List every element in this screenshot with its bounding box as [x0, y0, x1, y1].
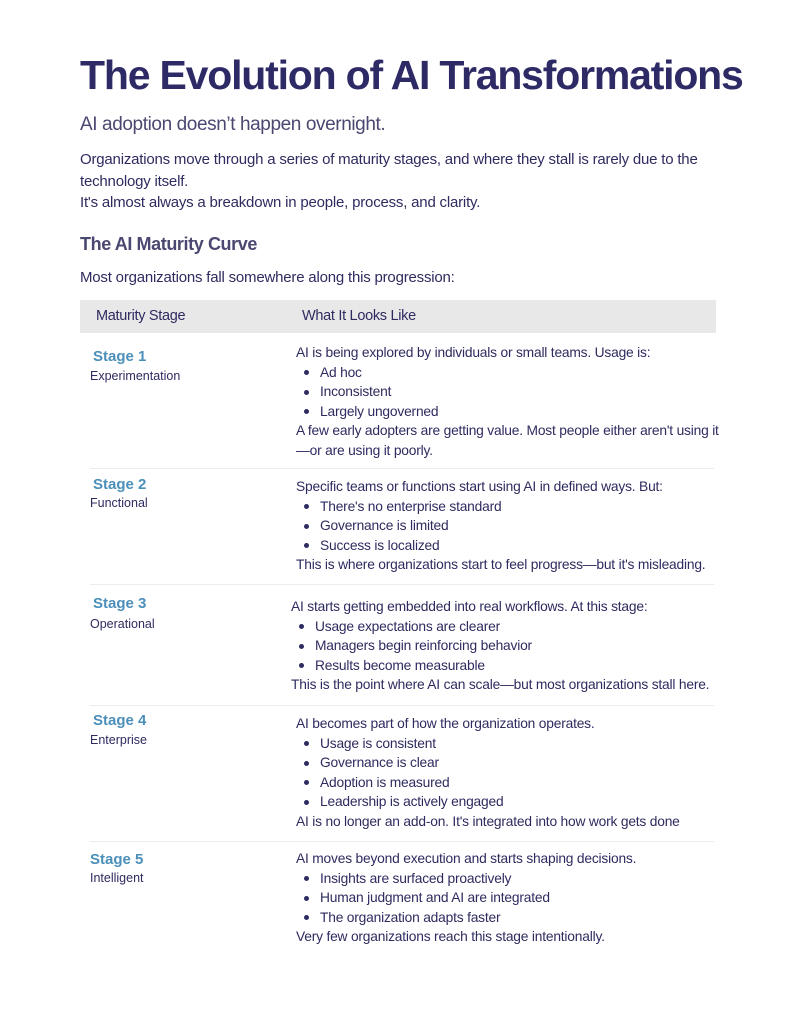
- table-row: [90, 340, 719, 466]
- list-item: [296, 382, 726, 402]
- list-item: [296, 536, 726, 556]
- stage-description: [296, 849, 726, 947]
- description-intro: AI is being explored by individuals or small teams. Usage is:: [296, 345, 651, 360]
- list-item-text: Results become measurable: [315, 657, 485, 673]
- row-divider: [90, 841, 714, 842]
- list-item-text: Governance is clear: [320, 755, 439, 770]
- list-item: [296, 402, 726, 422]
- intro-line-1: Organizations move through a series of maturity stages, and where they stall is rarely due to the technology itself.: [80, 151, 698, 190]
- stage-description: [296, 477, 726, 575]
- table-header: [80, 300, 716, 333]
- list-item-text: There's no enterprise standard: [320, 498, 502, 514]
- list-item-text: Leadership is actively engaged: [320, 794, 504, 809]
- bullet-icon: [304, 409, 309, 414]
- description-intro: Specific teams or functions start using AI in defined ways. But:: [296, 479, 663, 494]
- stage-number: Stage 3: [93, 595, 147, 612]
- list-item-text: Adoption is measured: [320, 774, 450, 790]
- intro-line-2: It's almost always a breakdown in people, process, and clarity.: [80, 194, 481, 211]
- bullet-icon: [304, 741, 309, 746]
- list-item: [296, 753, 726, 773]
- row-divider: [90, 468, 714, 469]
- stage-number: Stage 2: [93, 476, 147, 493]
- description-bullets: [291, 617, 721, 676]
- page-subtitle: AI adoption doesn’t happen overnight.: [80, 114, 386, 135]
- list-item-text: Managers begin reinforcing behavior: [315, 638, 532, 653]
- description-bullets: [296, 497, 726, 556]
- stage-number: Stage 1: [93, 348, 147, 365]
- stage-name: Intelligent: [90, 871, 144, 885]
- list-item-text: Ad hoc: [320, 364, 362, 380]
- description-outro: Very few organizations reach this stage intentionally.: [296, 929, 605, 944]
- stage-name: Experimentation: [90, 369, 181, 383]
- table-row: [90, 849, 716, 959]
- bullet-icon: [304, 390, 309, 395]
- bullet-icon: [304, 780, 309, 785]
- stage-number: Stage 4: [93, 712, 147, 729]
- list-item-text: Usage expectations are clearer: [315, 618, 500, 634]
- stage-description: [296, 714, 726, 831]
- list-item-text: Inconsistent: [320, 384, 392, 399]
- list-item: [296, 869, 726, 889]
- description-intro: AI starts getting embedded into real workflows. At this stage:: [291, 599, 648, 614]
- bullet-icon: [304, 896, 309, 901]
- bullet-icon: [304, 370, 309, 375]
- bullet-icon: [299, 663, 304, 668]
- description-outro: This is the point where AI can scale—but most organizations stall here.: [291, 677, 710, 692]
- description-outro: AI is no longer an add-on. It's integrated into how work gets done: [296, 813, 680, 829]
- bullet-icon: [299, 624, 304, 629]
- intro-text: [80, 149, 716, 214]
- list-item-text: Human judgment and AI are integrated: [320, 890, 550, 905]
- description-outro: A few early adopters are getting value. Most people either aren't using it—or are using it poorly.: [296, 423, 719, 458]
- row-divider: [90, 584, 714, 585]
- section-lead: Most organizations fall somewhere along this progression:: [80, 269, 455, 286]
- list-item: [296, 908, 726, 928]
- header-maturity-stage: Maturity Stage: [96, 308, 186, 324]
- bullet-icon: [304, 876, 309, 881]
- list-item-text: Usage is consistent: [320, 735, 436, 751]
- description-bullets: [296, 363, 726, 422]
- list-item: [296, 888, 726, 908]
- stage-name: Operational: [90, 617, 155, 631]
- bullet-icon: [304, 761, 309, 766]
- list-item: [296, 516, 726, 536]
- list-item-text: Governance is limited: [320, 518, 449, 533]
- bullet-icon: [304, 915, 309, 920]
- list-item-text: The organization adapts faster: [320, 909, 501, 925]
- table-row: [90, 475, 716, 583]
- list-item: [296, 497, 726, 517]
- list-item: [296, 734, 726, 754]
- stage-name: Functional: [90, 496, 148, 510]
- description-outro: This is where organizations start to feel progress—but it's misleading.: [296, 557, 706, 572]
- row-divider: [90, 705, 714, 706]
- description-bullets: [296, 734, 726, 812]
- list-item: [296, 773, 726, 793]
- stage-number: Stage 5: [90, 851, 144, 868]
- bullet-icon: [304, 800, 309, 805]
- list-item: [291, 656, 721, 676]
- description-intro: AI moves beyond execution and starts shaping decisions.: [296, 851, 637, 866]
- table-row: [90, 711, 716, 839]
- list-item: [296, 792, 726, 812]
- bullet-icon: [299, 644, 304, 649]
- description-bullets: [296, 869, 726, 928]
- page-title: The Evolution of AI Transformations: [80, 52, 743, 98]
- section-heading: The AI Maturity Curve: [80, 234, 257, 254]
- list-item-text: Largely ungoverned: [320, 403, 439, 419]
- list-item-text: Insights are surfaced proactively: [320, 870, 512, 886]
- list-item: [296, 363, 726, 383]
- description-intro: AI becomes part of how the organization operates.: [296, 716, 595, 731]
- header-what-it-looks-like: What It Looks Like: [302, 308, 416, 324]
- bullet-icon: [304, 543, 309, 548]
- list-item-text: Success is localized: [320, 537, 440, 553]
- bullet-icon: [304, 524, 309, 529]
- bullet-icon: [304, 504, 309, 509]
- list-item: [291, 617, 721, 637]
- stage-description: [296, 343, 726, 460]
- table-row: [90, 592, 716, 702]
- stage-name: Enterprise: [90, 733, 147, 747]
- stage-description: [291, 597, 721, 695]
- list-item: [291, 636, 721, 656]
